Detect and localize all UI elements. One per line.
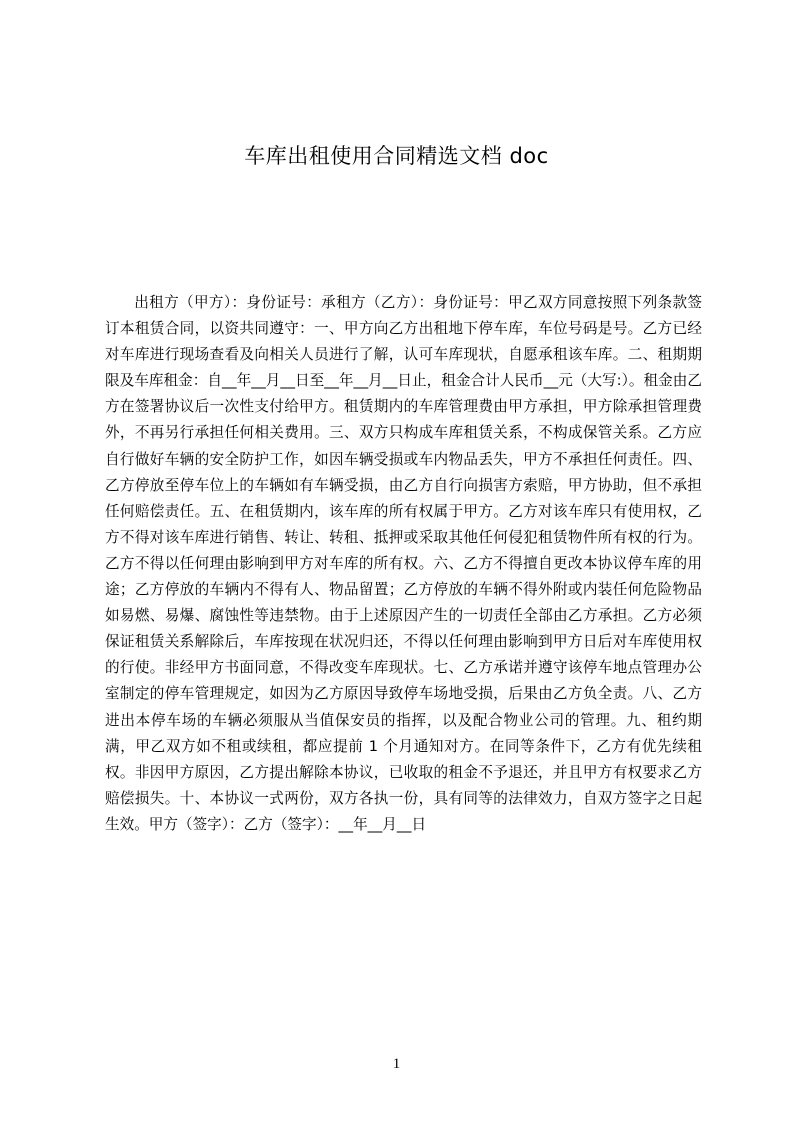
document-title: 车库出租使用合同精选文档 doc <box>244 144 549 168</box>
contract-body-text: 出租方（甲方）：身份证号：承租方（乙方）：身份证号：甲乙双方同意按照下列条款签订本租赁合同，以资共同遵守：一、甲方向乙方出租地下停车库，车位号码是号。乙方已经对车库进行现场查看及向相关人员进行了解，认可车库现状，自愿承租该车库。二、租期期限及车库租金：自__年__月__日至__年__月__日止，租金合计人民币__元（大写:）。租金由乙方在签署协议后一次性支付给甲方。租赁期内的车库管理费由甲方承担，甲方除承担管理费外，不再另行承担任何相关费用。三、双方只构成车库租赁关系，不构成保管关系。乙方应自行做好车辆的安全防护工作，如因车辆受损或车内物品丢失，甲方不承担任何责任。四、乙方停放至停车位上的车辆如有车辆受损，由乙方自行向损害方索赔，甲方协助，但不承担任何赔偿责任。五、在租赁期内，该车库的所有权属于甲方。乙方对该车库只有使用权，乙方不得对该车库进行销售、转让、转租、抵押或采取其他任何侵犯租赁物件所有权的行为。乙方不得以任何理由影响到甲方对车库的所有权。六、乙方不得擅自更改本协议停车库的用途；乙方停放的车辆内不得有人、物品留置；乙方停放的车辆不得外附或内装任何危险物品如易燃、易爆、腐蚀性等违禁物。由于上述原因产生的一切责任全部由乙方承担。乙方必须保证租赁关系解除后，车库按现在状况归还，不得以任何理由影响到甲方日后对车库使用权的行使。非经甲方书面同意，不得改变车库现状。七、乙方承诺并遵守该停车地点管理办公室制定的停车管理规定，如因为乙方原因导致停车场地受损，后果由乙方负全责。八、乙方进出本停车场的车辆必须服从当值保安员的指挥，以及配合物业公司的管理。九、租约期满，甲乙双方如不租或续租，都应提前 1 个月通知对方。在同等条件下，乙方有优先续租权。非因甲方原因，乙方提出解除本协议，已收取的租金不予退还，并且甲方有权要求乙方赔偿损失。十、本协议一式两份，双方各执一份，具有同等的法律效力，自双方签字之日起生效。甲方（签字）：乙方（签字）：__年__月__日 <box>105 294 702 833</box>
page-number: 1 <box>392 1056 401 1072</box>
